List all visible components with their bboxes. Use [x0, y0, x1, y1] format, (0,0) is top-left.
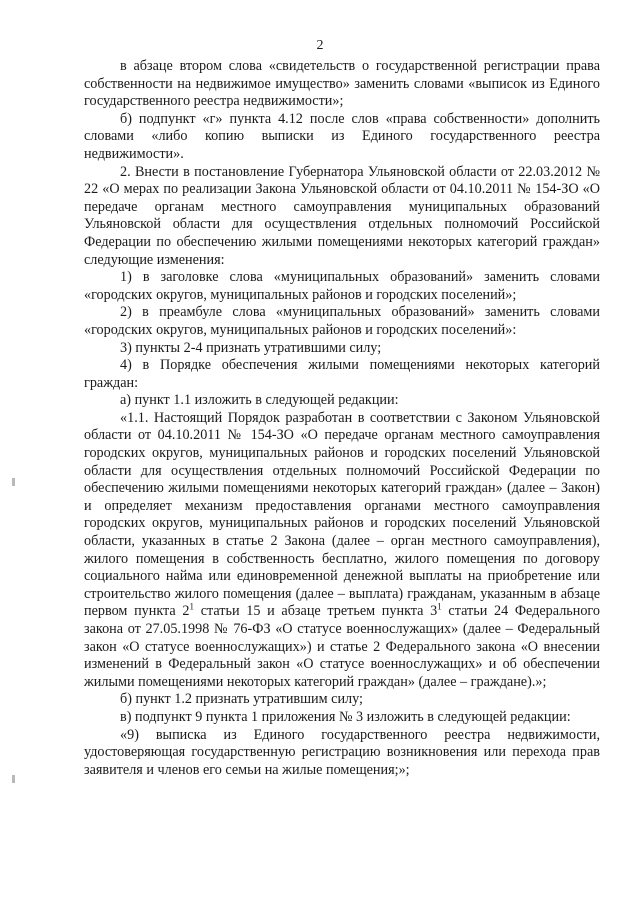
paragraph-change-3: 3) пункты 2-4 признать утратившими силу;	[120, 339, 382, 356]
quote-item-9: «9) выписка из Единого государственного реестра недвижимости, удостоверяющая государственную регистрацию возникновения или перехода прав заявителя и членов его семьи на жилые помещения;»;	[84, 726, 600, 778]
paragraph-subitem-a: а) пункт 1.1 изложить в следующей редакции:	[120, 392, 399, 409]
document-body	[84, 58, 600, 779]
quote-text-part-3: статьи 24 Федерального закона от 27.05.1998 № 76-ФЗ «О статусе военнослужащих» (далее – Федеральный закон «О статусе военнослужащих») и статье 2 Федерального закона «О внесении изменений в Федеральный закон «О статусе военнослужащих» и об обеспечении жилыми помещениями некоторых категорий граждан» (далее – граждане).»;	[84, 603, 600, 690]
paragraph-subitem-b: б) подпункт «г» пункта 4.12 после слов «права собственности» дополнить словами «либо копию выписки из Единого государственного реестра недвижимости».	[84, 110, 600, 162]
superscript-2: 1	[437, 601, 442, 612]
superscript-1: 1	[189, 601, 195, 612]
margin-mark	[12, 478, 15, 486]
paragraph-change-2: 2) в преамбуле слова «муниципальных образований» заменить словами «городских округов, муниципальных районов и городских поселений»:	[84, 304, 600, 338]
paragraph-extract-replacement: в абзаце втором слова «свидетельств о государственной регистрации права собственности на недвижимое имущество» заменить словами «выписок из Единого государственного реестра недвижимости»;	[84, 58, 600, 110]
page-number: 2	[316, 38, 324, 53]
paragraph-item-2: 2. Внести в постановление Губернатора Ульяновской области от 22.03.2012 № 22 «О мерах по реализации Закона Ульяновской области от 04.10.2011 № 154-ЗО «О передаче органам местного самоуправления муниципальных образований Ульяновской области для осуществления отдельных полномочий Российской Федерации по обеспечению жилыми помещениями некоторых категорий граждан» следующие изменения:	[84, 163, 600, 268]
paragraph-change-4: 4) в Порядке обеспечения жилыми помещениями некоторых категорий граждан:	[84, 357, 600, 391]
paragraph-subitem-b-2: б) пункт 1.2 признать утратившим силу;	[120, 691, 363, 708]
paragraph-subitem-v: в) подпункт 9 пункта 1 приложения № 3 изложить в следующей редакции:	[120, 708, 571, 725]
quote-text-part-2: статьи 15 и абзаце третьем пункта 3	[194, 603, 438, 620]
quote-clause-1-1	[84, 410, 600, 692]
margin-mark	[12, 775, 15, 783]
paragraph-change-1: 1) в заголовке слова «муниципальных образований» заменить словами «городских округов, муниципальных районов и городских поселений»;	[84, 269, 600, 303]
quote-text-part-1: «1.1. Настоящий Порядок разработан в соответствии с Законом Ульяновской области от 04.10.2011 № 154-ЗО «О передаче органам местного самоуправления городских округов, муниципальных районов и городских поселений Ульяновской области для осуществления отдельных полномочий Российской Федерации по обеспечению жилыми помещениями некоторых категорий граждан» (далее – Закон) и определяет механизм предоставления органами местного самоуправления городских округов, муниципальных районов и городских поселений Ульяновской области, указанных в статье 2 Закона (далее – орган местного самоуправления), жилого помещения в собственность бесплатно, жилого помещения по договору социального найма или единовременной денежной выплаты на приобретение или строительство жилого помещения (далее – выплата) гражданам, указанным в абзаце первом пункта 2	[84, 409, 600, 620]
